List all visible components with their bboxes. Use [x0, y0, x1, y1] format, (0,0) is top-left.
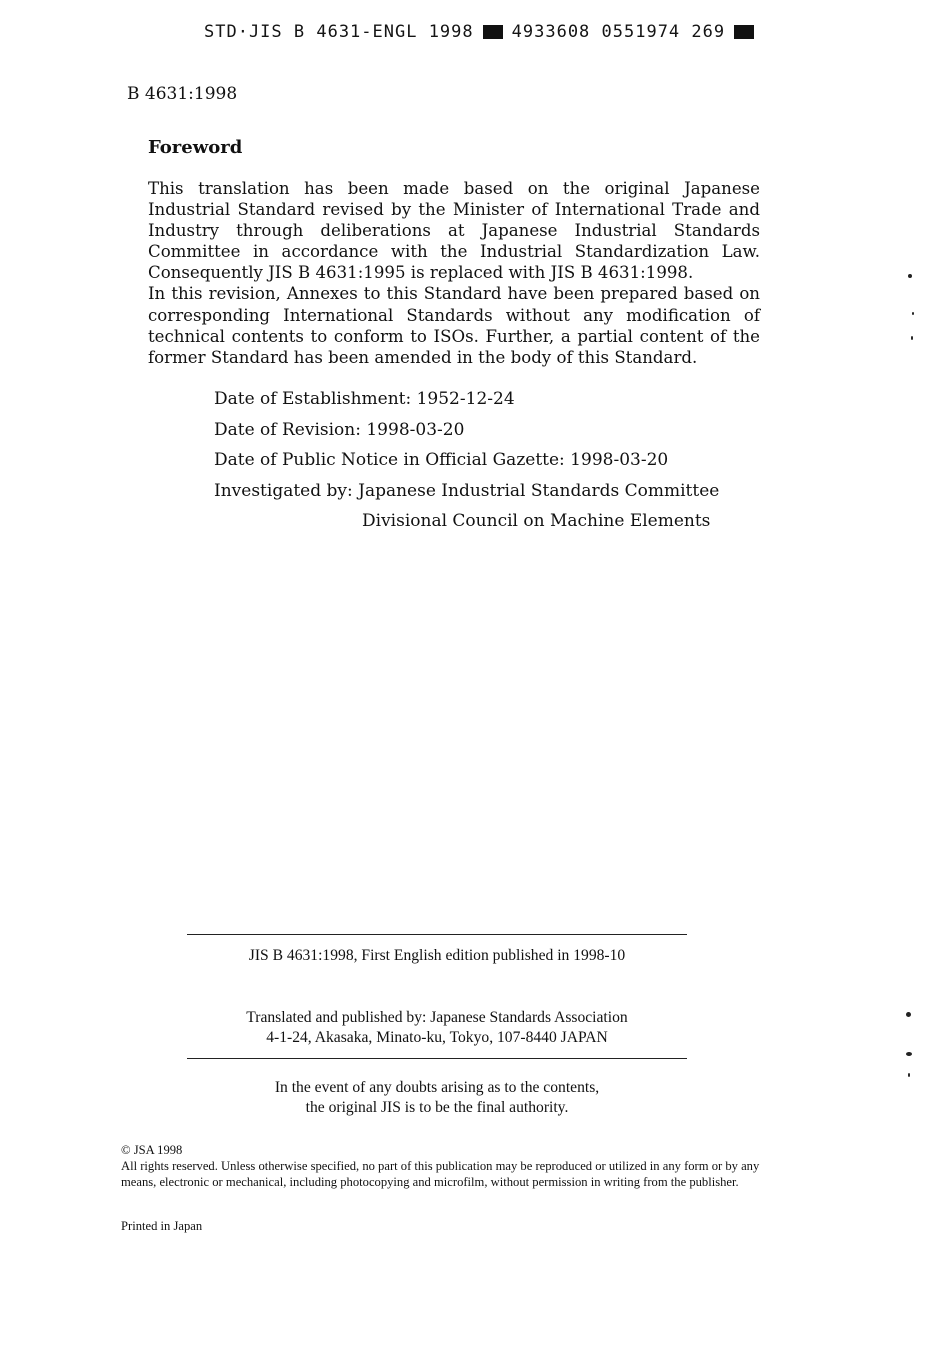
- copyright-symbol: © JSA 1998: [121, 1143, 183, 1157]
- authority-line: In the event of any doubts arising as to the contents,: [274, 1079, 600, 1096]
- dates-block: [214, 389, 719, 542]
- foreword-body: [148, 178, 760, 368]
- stamp-block-mark: [483, 25, 503, 39]
- stamp-serial: 4933608 0551974 269: [511, 22, 726, 42]
- scan-speck: [911, 336, 913, 340]
- scan-speck: [906, 1012, 911, 1017]
- rights-text: All rights reserved. Unless otherwise specified, no part of this publication may be reproduced or utilized in any form or by any means, electronic or mechanical, including photocopying and microfilm, without permission in writing from the publisher.: [121, 1159, 760, 1189]
- copyright-block: [121, 1142, 781, 1190]
- scan-speck: [908, 274, 912, 278]
- date-establishment: Date of Establishment: 1952-12-24: [214, 389, 515, 409]
- standard-number: B 4631:1998: [127, 84, 238, 104]
- scan-speck: [906, 1052, 912, 1056]
- printed-in: Printed in Japan: [121, 1219, 203, 1233]
- publisher-block: [187, 1008, 687, 1048]
- scan-speck: [912, 312, 914, 315]
- publisher-address: 4-1-24, Akasaka, Minato-ku, Tokyo, 107-8440 JAPAN: [266, 1029, 608, 1046]
- stamp-document-id: STD·JIS B 4631-ENGL 1998: [204, 22, 474, 42]
- scan-stamp-header: [204, 18, 784, 46]
- divider-bottom: [187, 1058, 687, 1059]
- divider-top: [187, 934, 687, 935]
- date-public-notice: Date of Public Notice in Official Gazette: 1998-03-20: [214, 450, 669, 470]
- foreword-heading: Foreword: [148, 137, 243, 158]
- authority-line: the original JIS is to be the final authority.: [305, 1099, 569, 1116]
- edition-line: JIS B 4631:1998, First English edition published in 1998-10: [248, 947, 626, 964]
- investigating-council: Divisional Council on Machine Elements: [362, 511, 711, 531]
- scan-speck: [908, 1073, 910, 1077]
- publisher-line: Translated and published by: Japanese Standards Association: [246, 1009, 628, 1026]
- foreword-paragraph: In this revision, Annexes to this Standard have been prepared based on corresponding International Standards without any modification of technical contents to conform to ISOs. Further, a partial content of the former Standard has been amended in the body of this Standard.: [148, 284, 760, 367]
- stamp-block-mark: [734, 25, 754, 39]
- foreword-paragraph: This translation has been made based on the original Japanese Industrial Standard revised by the Minister of International Trade and Industry through deliberations at Japanese Industrial Standards Committee in accordance with the Industrial Standardization Law. Consequently JIS B 4631:1995 is replaced with JIS B 4631:1998.: [148, 179, 760, 283]
- authority-note: [187, 1078, 687, 1118]
- investigated-by: Investigated by: Japanese Industrial Standards Committee: [214, 480, 720, 501]
- date-revision: Date of Revision: 1998-03-20: [214, 419, 465, 440]
